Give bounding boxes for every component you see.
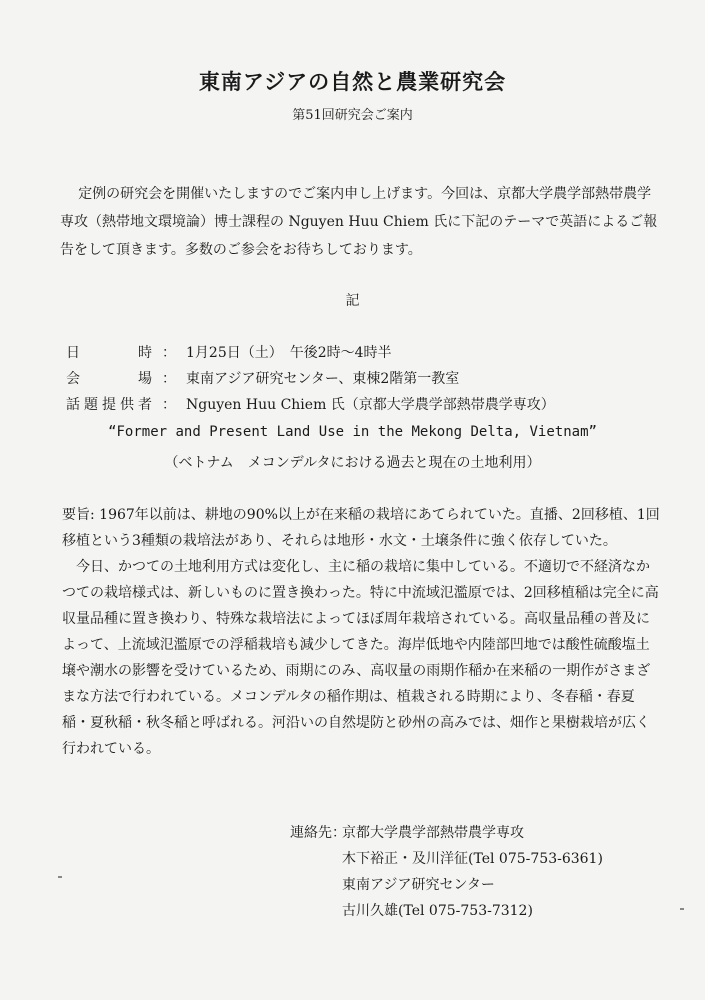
page-title: 東南アジアの自然と農業研究会 <box>198 70 507 94</box>
intro-text: 定例の研究会を開催いたしますのでご案内申し上げます。今回は、京都大学農学部熱帯農学専攻（熱帯地文環境論）博士課程の Nguyen Huu Chiem 氏に下記のテーマで英語によるご報告をして頂きます。多数のご参会をお待ちしております。 <box>60 186 658 258</box>
intro-paragraph <box>60 180 660 264</box>
detail-colon: ： <box>162 345 176 361</box>
contact-line: 京都大学農学部熱帯農学専攻 <box>342 825 524 841</box>
abstract-paragraph: 要旨: 1967年以前は、耕地の90%以上が在来稲の栽培にあてられていた。直播、2回移植、1回移植という3種類の栽培法があり、それらは地形・水文・土壌条件に強く依存していた。 <box>62 507 660 549</box>
contact-line: 東南アジア研究センター <box>342 877 495 893</box>
details-list <box>66 340 666 418</box>
detail-label: 日時 <box>66 345 152 361</box>
detail-row-speaker <box>66 392 666 418</box>
page-subtitle: 第51回研究会ご案内 <box>292 108 413 123</box>
detail-value: 東南アジア研究センター、東棟2階第一教室 <box>186 371 460 387</box>
detail-label: 会場 <box>66 371 152 387</box>
detail-label: 話題提供者 <box>66 397 152 413</box>
detail-colon: ： <box>162 371 176 387</box>
contact-block <box>290 820 603 924</box>
contact-line: 木下裕正・及川洋征(Tel 075-753-6361) <box>342 851 603 867</box>
contact-label: 連絡先： <box>290 825 346 841</box>
detail-row-venue <box>66 366 666 392</box>
talk-title-japanese: （ベトナム メコンデルタにおける過去と現在の土地利用） <box>164 455 541 471</box>
detail-value: Nguyen Huu Chiem 氏（京都大学農学部熱帯農学専攻） <box>186 397 555 413</box>
contact-line: 古川久雄(Tel 075-753-7312) <box>342 903 533 919</box>
ki-heading: 記 <box>345 293 360 309</box>
detail-colon: ： <box>162 397 176 413</box>
contact-row <box>290 820 603 846</box>
detail-row-date <box>66 340 666 366</box>
detail-value: 1月25日（土） 午後2時〜4時半 <box>186 345 392 361</box>
scan-speck <box>58 876 62 878</box>
talk-title-english: “Former and Present Land Use in the Mekong Delta, Vietnam” <box>108 424 597 440</box>
scan-speck <box>680 908 684 910</box>
abstract-paragraph: 今日、かつての土地利用方式は変化し、主に稲の栽培に集中している。不適切で不経済なかつての栽培様式は、新しいものに置き換わった。特に中流域氾濫原では、2回移植稲は完全に高収量品種に置き換わり、特殊な栽培法によってほぼ周年栽培されている。高収量品種の普及によって、上流域氾濫原での浮稲栽培も減少してきた。海岸低地や内陸部凹地では酸性硫酸塩土壌や潮水の影響を受けているため、雨期にのみ、高収量の雨期作稲か在来稲の一期作がさまざまな方法で行われている。メコンデルタの稲作期は、植栽される時期により、冬春稲・春夏稲・夏秋稲・秋冬稲と呼ばれる。河沿いの自然堤防と砂州の高みでは、畑作と果樹栽培が広く行われている。 <box>62 559 659 757</box>
abstract-section <box>62 502 660 762</box>
